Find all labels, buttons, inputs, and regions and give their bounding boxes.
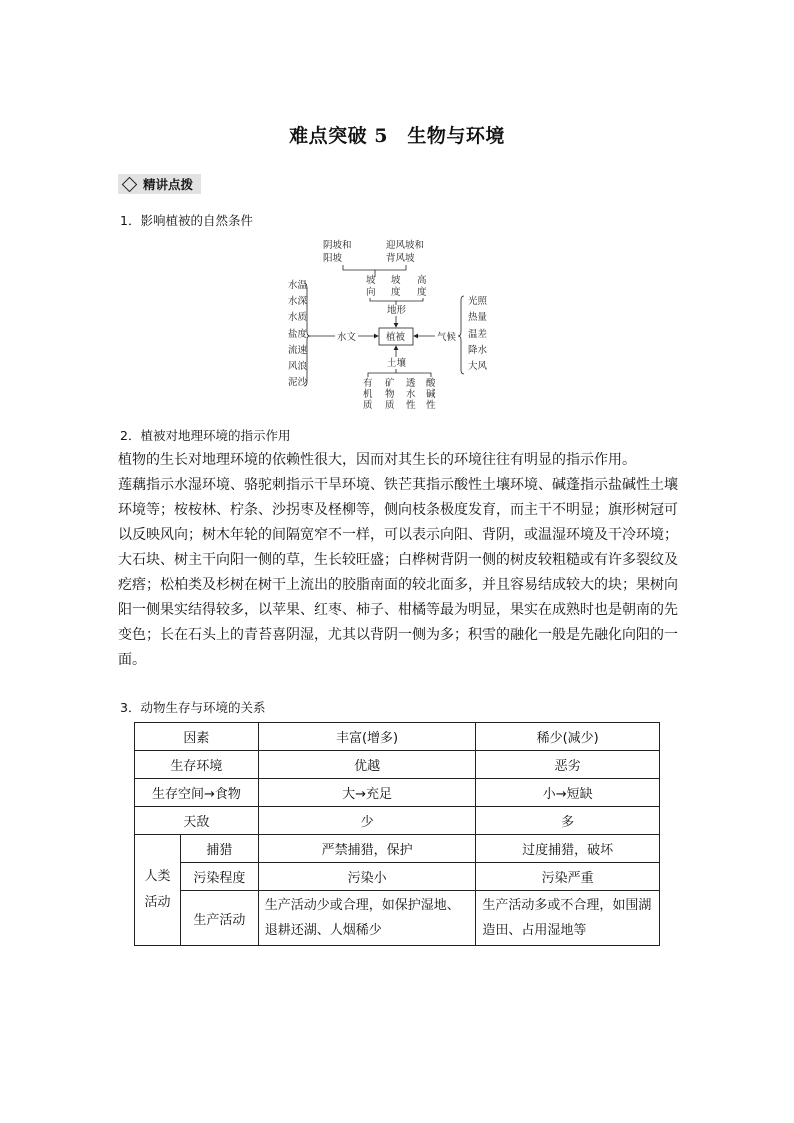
table-cell: 严禁捕猎，保护 <box>258 835 476 863</box>
dg-hydro-3: 水质 <box>288 312 308 323</box>
dg-hydro-1: 水温 <box>288 280 308 291</box>
table-row <box>135 863 660 891</box>
table-cell: 生存环境 <box>135 751 259 779</box>
section3-heading: 3．动物生存与环境的关系 <box>120 700 266 715</box>
dg-top-left-2: 阳坡 <box>323 253 343 264</box>
dg-soil-a2: 机 <box>363 389 373 400</box>
table-cell: 捕猎 <box>180 835 258 863</box>
dg-soil-b1: 矿 <box>385 378 395 389</box>
dg-hydro-6: 风浪 <box>288 361 308 372</box>
table-cell: 污染小 <box>258 863 476 891</box>
table-row <box>135 807 660 835</box>
para-line: 大石块、树主干向阳一侧的草，生长较旺盛；白桦树背阴一侧的树皮较粗糙或有许多裂纹及 <box>118 552 678 568</box>
page-title: 难点突破 5 生物与环境 <box>289 125 505 147</box>
para-line: 面。 <box>118 652 146 668</box>
table-cell: 生存空间→食物 <box>135 779 259 807</box>
table-cell: 生产活动多或不合理，如围湖造田、占用湿地等 <box>476 891 660 946</box>
dg-top-right-2: 背风坡 <box>386 253 415 264</box>
table-cell: 污染程度 <box>180 863 258 891</box>
dg-top-left-1: 阴坡和 <box>323 240 352 251</box>
para-line: 植物的生长对地理环境的依赖性很大，因而对其生长的环境往往有明显的指示作用。 <box>118 452 636 468</box>
table-cell: 过度捕猎，破坏 <box>476 835 660 863</box>
table-cell: 恶劣 <box>476 751 660 779</box>
para-line: 阳一侧果实结得较多，以苹果、红枣、柿子、柑橘等最为明显，果实在成熟时也是朝南的先 <box>118 602 678 618</box>
table-row <box>135 891 660 946</box>
dg-soil-a3: 质 <box>363 400 373 411</box>
para-line: 莲藕指示水湿环境、骆驼刺指示干旱环境、铁芒萁指示酸性土壤环境、碱蓬指示盐碱性土壤 <box>118 477 678 493</box>
dg-soil-d1: 酸 <box>426 378 436 389</box>
table-cell: 大→充足 <box>258 779 476 807</box>
dg-terrain-c1: 高 <box>417 275 427 286</box>
dg-soil-d2: 碱 <box>426 389 436 400</box>
dg-soil: 土壤 <box>387 358 407 369</box>
table-row <box>135 779 660 807</box>
dg-soil-d3: 性 <box>426 400 436 411</box>
dg-hydro-2: 水深 <box>288 296 308 307</box>
dg-climate-3: 温差 <box>468 329 488 340</box>
section2-paragraph <box>118 448 678 673</box>
dg-soil-b3: 质 <box>385 400 395 411</box>
table-row <box>135 835 660 863</box>
dg-hydro-4: 盐度 <box>288 329 308 340</box>
section1-heading: 1．影响植被的自然条件 <box>120 213 253 228</box>
dg-climate: 气候 <box>437 332 457 343</box>
section-tag <box>118 174 201 194</box>
para-line: 环境等；桉桉林、柠条、沙拐枣及柽柳等，侧向枝条极度发育，而主干不明显；旗形树冠可 <box>118 502 678 518</box>
dg-terrain-a2: 向 <box>366 287 376 298</box>
dg-hydro-5: 流速 <box>288 345 308 356</box>
dg-climate-5: 大风 <box>468 361 488 372</box>
table-cell: 污染严重 <box>476 863 660 891</box>
dg-hydro-7: 泥沙 <box>288 377 308 388</box>
para-line: 变色；长在石头上的青苔喜阴湿，尤其以背阴一侧为多；积雪的融化一般是先融化向阳的一 <box>118 627 678 643</box>
para-line: 疙瘩；松柏类及杉树在树干上流出的胶脂南面的较北面多，并且容易结成较大的块；果树向 <box>118 577 678 593</box>
dg-soil-a1: 有 <box>363 378 373 389</box>
dg-terrain: 地形 <box>387 305 407 316</box>
dg-climate-2: 热量 <box>468 312 488 323</box>
table-header-cell: 稀少(减少) <box>476 723 660 751</box>
dg-hydrology: 水文 <box>337 332 357 343</box>
table-cell: 优越 <box>258 751 476 779</box>
dg-climate-1: 光照 <box>468 296 488 307</box>
table-row <box>135 751 660 779</box>
table-header-row <box>135 723 660 751</box>
dg-soil-c1: 透 <box>406 378 416 389</box>
dg-soil-b2: 物 <box>385 389 395 400</box>
table-cell: 多 <box>476 807 660 835</box>
section2-heading: 2．植被对地理环境的指示作用 <box>120 428 291 443</box>
table-header-cell: 丰富(增多) <box>258 723 476 751</box>
dg-terrain-c2: 度 <box>417 287 427 298</box>
vegetation-factor-diagram <box>290 236 510 416</box>
table-cell: 生产活动 <box>180 891 258 946</box>
table-header-cell: 因素 <box>135 723 259 751</box>
table-cell: 天敌 <box>135 807 259 835</box>
dg-terrain-b2: 度 <box>391 287 401 298</box>
animal-environment-table <box>134 722 660 946</box>
table-cell: 生产活动少或合理，如保护湿地、退耕还湖、人烟稀少 <box>258 891 476 946</box>
dg-soil-c2: 水 <box>406 389 416 400</box>
diamond-icon <box>122 176 138 192</box>
dg-terrain-b1: 坡 <box>391 275 401 286</box>
dg-terrain-a1: 坡 <box>366 275 376 286</box>
para-line: 以反映风向；树木年轮的间隔宽窄不一样，可以表示向阳、背阴，或温湿环境及干冷环境； <box>118 527 678 543</box>
dg-soil-c3: 性 <box>406 400 416 411</box>
table-cell: 小→短缺 <box>476 779 660 807</box>
dg-climate-4: 降水 <box>468 345 488 356</box>
dg-top-right-1: 迎风坡和 <box>386 240 425 251</box>
table-cell: 少 <box>258 807 476 835</box>
human-activity-label: 人类 活动 <box>135 835 181 946</box>
dg-center: 植被 <box>386 332 406 343</box>
section-tag-label: 精讲点拨 <box>143 177 194 192</box>
